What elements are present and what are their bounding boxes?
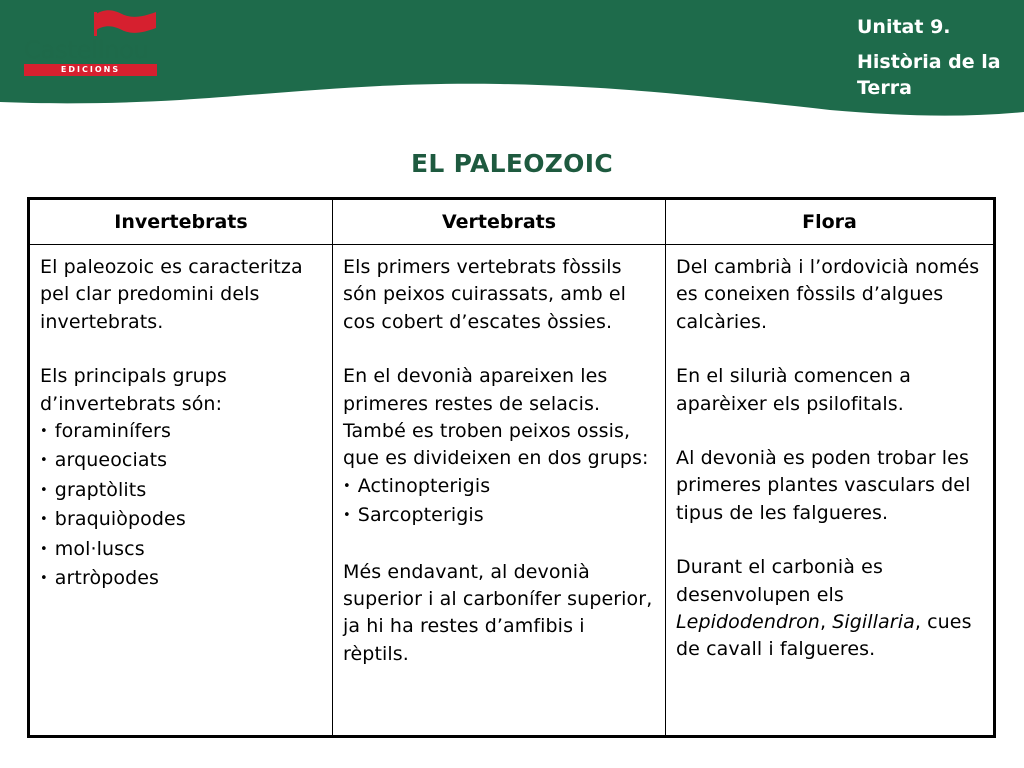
brand-name: Castellnou (24, 36, 149, 64)
genus-sigillaria: Sigillaria (832, 611, 915, 634)
table-row (30, 245, 994, 736)
castellnou-logo (22, 8, 162, 78)
list-item: • artròpodes (40, 565, 322, 594)
unit-number: Unitat 9. (857, 16, 951, 38)
header-invertebrats: Invertebrats (30, 200, 333, 245)
brand-subtitle: EDICIONS (24, 64, 157, 76)
flora-p4 (676, 554, 983, 664)
flora-p3: Al devonià es poden trobar les primeres plantes vasculars del tipus de les falgueres. (676, 447, 971, 524)
list-item: • graptòlits (40, 477, 322, 506)
flora-p4-start: Durant el carbonià es desenvolupen els (676, 556, 883, 606)
unit-heading (857, 14, 1017, 101)
invertebrats-intro: El paleozoic es caracteritza pel clar predomini dels invertebrats. (40, 256, 303, 333)
vertebrats-p1: Els primers vertebrats fòssils són peixos cuirassats, amb el cos cobert d’escates òssies. (343, 256, 627, 333)
flora-p1: Del cambrià i l’ordovicià només es coneixen fòssils d’algues calcàries. (676, 256, 980, 333)
list-item: • Sarcopterigis (343, 502, 655, 531)
paleozoic-table (27, 197, 996, 738)
flora-p4-end: , cues de cavall i falgueres. (676, 611, 972, 661)
unit-title: Història de la Terra (857, 51, 1001, 99)
invertebrats-groups-intro: Els principals grups d’invertebrats són: (40, 365, 227, 415)
cell-flora (666, 245, 994, 736)
genus-lepidodendron: Lepidodendron (676, 611, 820, 634)
flora-p2: En el silurià comencen a aparèixer els psilofitals. (676, 365, 911, 415)
cell-vertebrats (333, 245, 666, 736)
header-vertebrats: Vertebrats (333, 200, 666, 245)
vertebrats-p2: En el devonià apareixen les primeres restes de selacis. També es troben peixos ossis, que es divideixen en dos grups: (343, 365, 649, 470)
list-item: • mol·luscs (40, 536, 322, 565)
list-item: • Actinopterigis (343, 473, 655, 502)
vertebrats-p3: Més endavant, al devonià superior i al carbonífer superior, ja hi ha restes d’amfibis i rèptils. (343, 560, 653, 665)
list-item: • arqueociats (40, 447, 322, 476)
flag-icon (92, 8, 160, 38)
list-item: • foraminífers (40, 418, 322, 447)
header-flora: Flora (666, 200, 994, 245)
list-item: • braquiòpodes (40, 506, 322, 535)
table-header-row (30, 200, 994, 245)
cell-invertebrats (30, 245, 333, 736)
flora-p4-sep: , (819, 611, 833, 634)
page-title: EL PALEOZOIC (411, 149, 613, 178)
